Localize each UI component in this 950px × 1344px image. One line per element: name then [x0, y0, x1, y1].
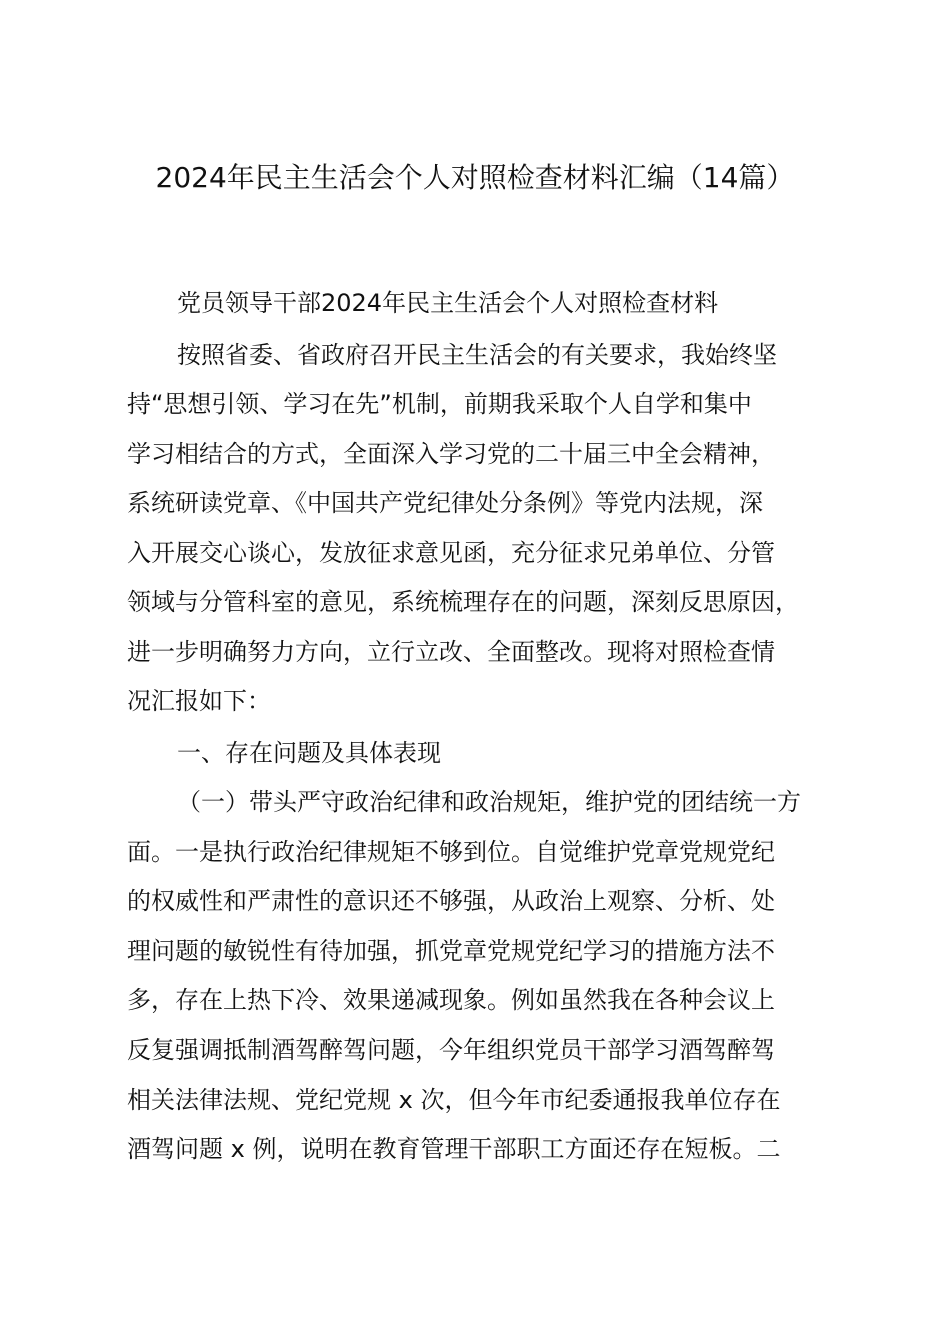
- paragraph-line: 反复强调抵制酒驾醉驾问题，今年组织党员干部学习酒驾醉驾: [127, 1036, 775, 1064]
- document-title: 2024年民主生活会个人对照检查材料汇编（14篇）: [155, 161, 795, 194]
- paragraph-line: 相关法律法规、党纪党规 x 次，但今年市纪委通报我单位存在: [127, 1086, 781, 1114]
- paragraph-line: 面。一是执行政治纪律规矩不够到位。自觉维护党章党规党纪: [127, 838, 775, 866]
- paragraph-line: （一）带头严守政治纪律和政治规矩，维护党的团结统一方: [177, 788, 801, 816]
- paragraph-line: 况汇报如下：: [127, 687, 271, 715]
- section-heading: 一、存在问题及具体表现: [177, 739, 441, 767]
- paragraph-line: 持“思想引领、学习在先”机制，前期我采取个人自学和集中: [127, 390, 752, 418]
- paragraph-line: 进一步明确努力方向，立行立改、全面整改。现将对照检查情: [127, 638, 775, 666]
- paragraph-line: 系统研读党章、《中国共产党纪律处分条例》等党内法规，深: [127, 489, 763, 517]
- paragraph-line: 的权威性和严肃性的意识还不够强，从政治上观察、分析、处: [127, 887, 775, 915]
- paragraph-line: 学习相结合的方式，全面深入学习党的二十届三中全会精神，: [127, 440, 775, 468]
- paragraph-line: 多，存在上热下冷、效果递减现象。例如虽然我在各种会议上: [127, 986, 775, 1014]
- paragraph-line: 按照省委、省政府召开民主生活会的有关要求，我始终坚: [177, 341, 777, 369]
- paragraph-line: 入开展交心谈心，发放征求意见函，充分征求兄弟单位、分管: [127, 539, 775, 567]
- paragraph-line: 领域与分管科室的意见，系统梳理存在的问题，深刻反思原因，: [127, 588, 799, 616]
- subtitle: 党员领导干部2024年民主生活会个人对照检查材料: [177, 289, 719, 317]
- paragraph-line: 酒驾问题 x 例，说明在教育管理干部职工方面还存在短板。二: [127, 1135, 781, 1163]
- paragraph-line: 理问题的敏锐性有待加强，抓党章党规党纪学习的措施方法不: [127, 937, 775, 965]
